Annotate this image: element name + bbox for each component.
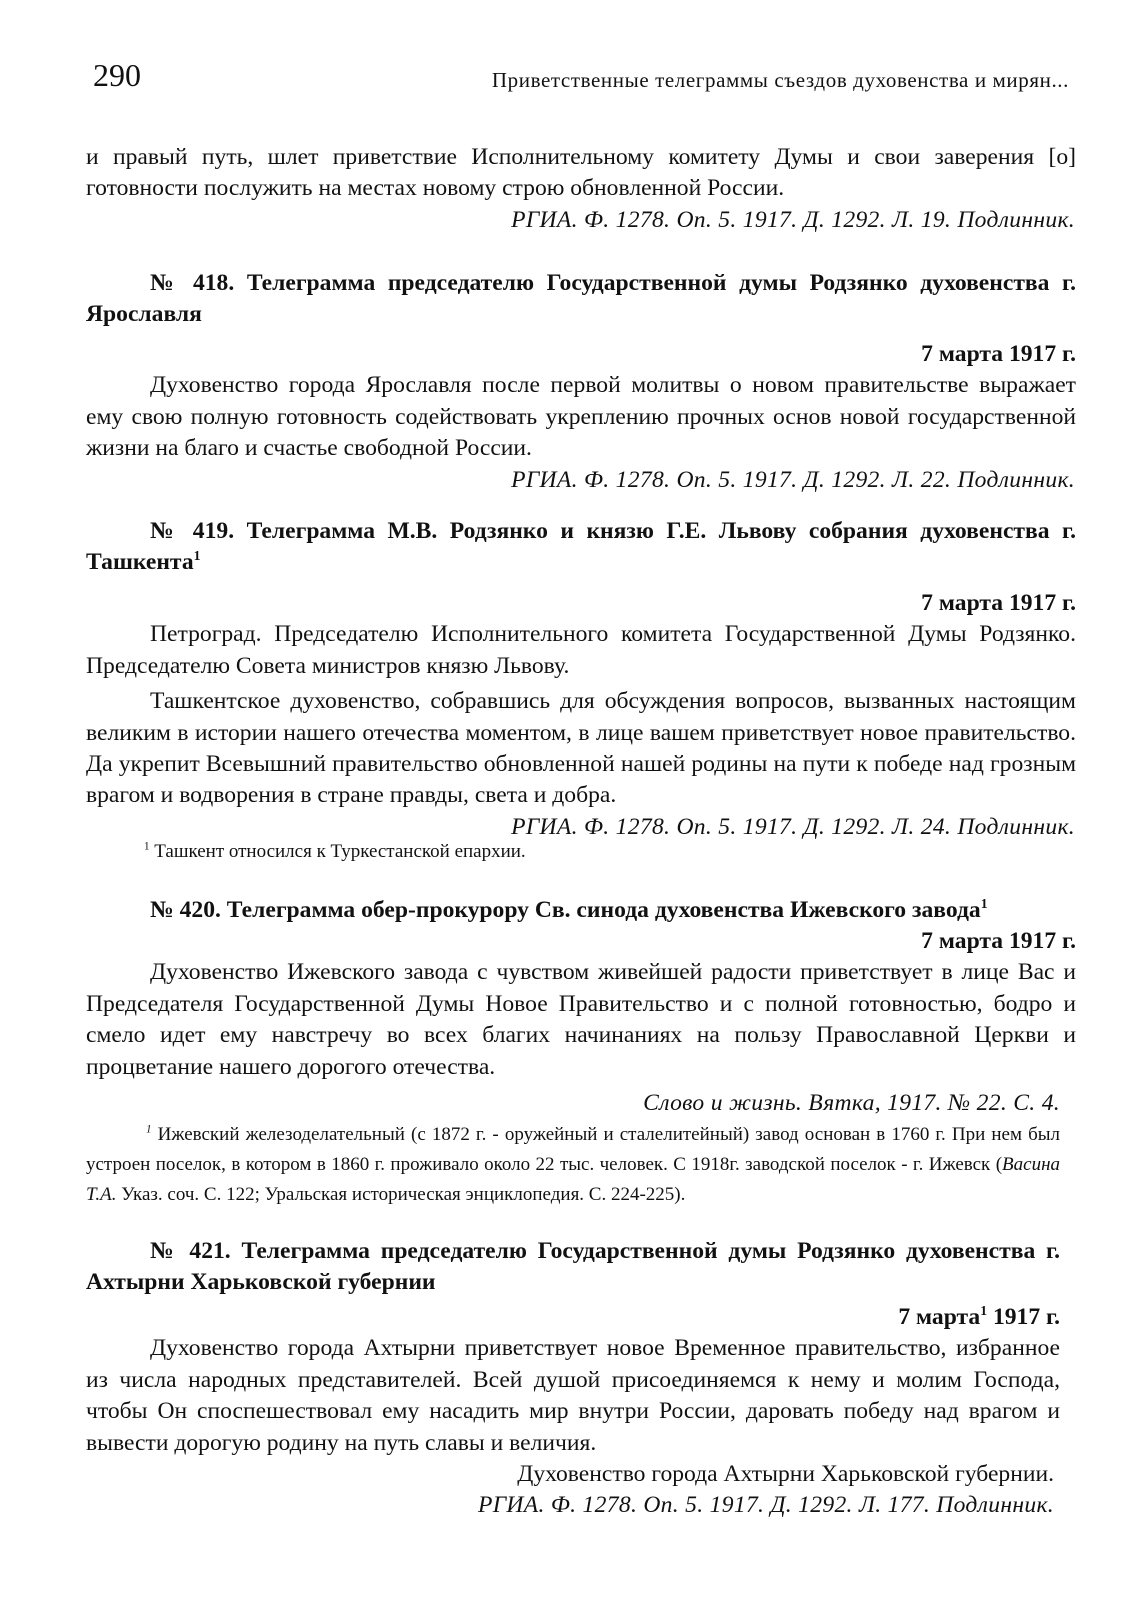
doc419-footnote-mark: 1 bbox=[144, 840, 150, 853]
doc420-footnote-author: Васина Т.А. bbox=[86, 1154, 1060, 1206]
doc420-title bbox=[86, 895, 1076, 926]
doc421-signature: Духовенство города Ахтырни Харьковской губернии. bbox=[517, 1461, 1054, 1488]
doc419-title-note-mark: 1 bbox=[193, 548, 201, 564]
doc419-address: Петроград. Председателю Исполнительного комитета Государственной Думы Родзянко. Председателю Совета министров князю Львову. bbox=[86, 621, 1076, 679]
document-418-body bbox=[86, 339, 1076, 496]
doc420-footnote-start: Ижевский железоделательный (с 1872 г. - оружейный и сталелитейный) завод основан в 1760 г. При нем был устроен поселок, в котором в 1860 г. проживало около 22 тыс. человек. С 1918г. заводской поселок - г. Ижевск ( bbox=[86, 1124, 1061, 1176]
doc421-source: РГИА. Ф. 1278. Оп. 5. 1917. Д. 1292. Л. 177. Подлинник. bbox=[478, 1492, 1054, 1519]
continuation-source: РГИА. Ф. 1278. Оп. 5. 1917. Д. 1292. Л. 19. Подлинник. bbox=[511, 206, 1075, 233]
doc421-title: № 421. Телеграмма председателю Государственной думы Родзянко духовенства г. Ахтырни Харьковской губернии bbox=[86, 1238, 1060, 1295]
doc420-title-text: № 420. Телеграмма обер-прокурору Св. синода духовенства Ижевского завода bbox=[150, 897, 981, 923]
doc418-title: № 418. Телеграмма председателю Государственной думы Родзянко духовенства г. Ярославля bbox=[86, 270, 1076, 327]
doc421-date bbox=[86, 1302, 1060, 1333]
continuation-text: и правый путь, шлет приветствие Исполнительному комитету Думы и свои заверения [о] готовности послужить на местах новому строю обновленной России. bbox=[86, 144, 1076, 202]
document-421 bbox=[86, 1236, 1060, 1298]
doc421-text: Духовенство города Ахтырни приветствует новое Временное правительство, избранное из числа народных представителей. Всей душой присоединяемся к нему и молим Господа, чтобы Он споспешествовал ему насадить мир внутри России, даровать победу над врагом и вывести дорогую родину на путь славы и величия. bbox=[86, 1335, 1060, 1456]
doc418-source: РГИА. Ф. 1278. Оп. 5. 1917. Д. 1292. Л. 22. Подлинник. bbox=[511, 466, 1075, 493]
doc420-date: 7 марта 1917 г. bbox=[921, 928, 1076, 954]
doc419-date: 7 марта 1917 г. bbox=[921, 590, 1076, 616]
document-421-body bbox=[86, 1302, 1060, 1522]
document-420 bbox=[86, 895, 1076, 926]
running-title: Приветственные телеграммы съездов духовенства и мирян... bbox=[491, 68, 1069, 92]
doc421-date-year: 1917 г. bbox=[987, 1304, 1060, 1330]
document-420-body bbox=[86, 926, 1076, 1210]
doc420-title-note-mark: 1 bbox=[980, 896, 988, 912]
continuation-section bbox=[86, 142, 1076, 236]
doc419-title-text: № 419. Телеграмма М.В. Родзянко и князю Г.Е. Львову собрания духовенства г. Ташкента bbox=[86, 518, 1076, 575]
doc419-title bbox=[86, 516, 1076, 578]
doc419-text: Ташкентское духовенство, собравшись для обсуждения вопросов, вызванных настоящим великим в истории нашего отечества моментом, в лице вашем приветствует новое правительство. Да укрепит Всевышний правительство обновленной нашей родины на пути к победе над грозным врагом и водворения в стране правды, света и добра. bbox=[86, 688, 1076, 809]
doc419-footnote-text: Ташкент относился к Туркестанской епархии. bbox=[154, 841, 526, 863]
doc420-text: Духовенство Ижевского завода с чувством живейшей радости приветствует в лице Вас и Председателя Государственной Думы Новое Правительство и с полной готовностью, бодро и смело идет ему навстречу во всех благих начинаниях на пользу Православной Церкви и процветание нашего дорогого отечества. bbox=[86, 959, 1076, 1080]
document-418 bbox=[86, 268, 1076, 330]
page-number: 290 bbox=[93, 57, 141, 93]
doc420-source: Слово и жизнь. Вятка, 1917. № 22. С. 4. bbox=[643, 1090, 1060, 1117]
document-419 bbox=[86, 516, 1076, 578]
doc421-date-note-mark: 1 bbox=[980, 1303, 988, 1319]
doc418-date: 7 марта 1917 г. bbox=[921, 341, 1076, 367]
doc421-date-day: 7 марта bbox=[898, 1304, 981, 1330]
doc420-footnote-end: Указ. соч. С. 122; Уральская историческая энциклопедия. С. 224-225). bbox=[116, 1184, 686, 1206]
doc420-footnote-mark: 1 bbox=[146, 1124, 152, 1137]
doc418-text: Духовенство города Ярославля после первой молитвы о новом правительстве выражает ему свою полную готовность содействовать укреплению прочных основ новой государственной жизни на благо и счастье свободной России. bbox=[86, 372, 1076, 462]
doc419-source: РГИА. Ф. 1278. Оп. 5. 1917. Д. 1292. Л. 24. Подлинник. bbox=[511, 813, 1075, 840]
doc420-footnote bbox=[86, 1120, 1076, 1210]
document-419-body bbox=[86, 588, 1076, 867]
